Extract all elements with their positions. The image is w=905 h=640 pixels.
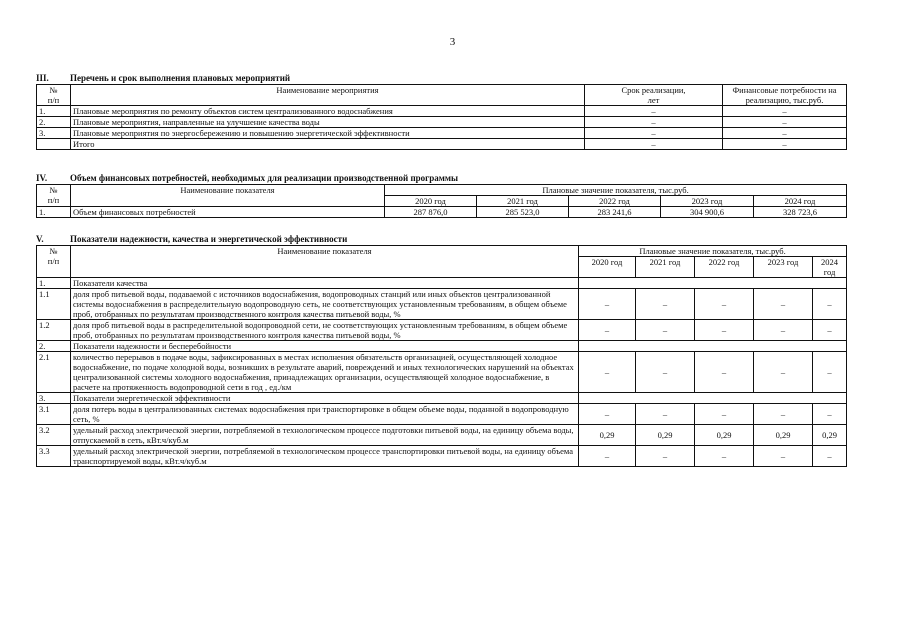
row-value: –	[813, 289, 847, 320]
row-name: Плановые мероприятия по энергосбережению и повышению энергетической эффективности	[71, 128, 585, 139]
section-title	[36, 73, 846, 84]
section-activities	[36, 73, 846, 150]
row-value: –	[813, 446, 847, 467]
header-num: № п/п	[37, 246, 71, 278]
row-name: Итого	[71, 139, 585, 150]
row-value: –	[813, 352, 847, 393]
table-row	[37, 106, 847, 117]
header-plan: Плановые значение показателя, тыс.руб.	[385, 185, 847, 196]
row-value: –	[754, 404, 813, 425]
table-row	[37, 117, 847, 128]
row-value: 283 241,6	[569, 207, 661, 218]
row-value: –	[754, 446, 813, 467]
section-title-text: Перечень и срок выполнения плановых мероприятий	[70, 73, 291, 83]
row-name: доля проб питьевой воды в распределительной водопроводной сети, не соответствующих установленным требованиям, в общем объеме проб, отобранных по результатам производственного контроля качества питьевой воды, %	[71, 320, 579, 341]
row-num: 2.1	[37, 352, 71, 393]
row-value: –	[579, 289, 636, 320]
year-header: 2022 год	[695, 257, 754, 278]
section-title	[36, 173, 846, 184]
row-value: 0,29	[579, 425, 636, 446]
group-empty	[579, 393, 847, 404]
table-header-row	[37, 85, 847, 106]
row-value: 0,29	[695, 425, 754, 446]
row-value: –	[579, 352, 636, 393]
section-indicators	[36, 234, 846, 467]
row-num: 3.	[37, 393, 71, 404]
row-value: –	[695, 289, 754, 320]
row-term: –	[585, 139, 723, 150]
header-name: Наименование показателя	[71, 185, 385, 207]
table-row	[37, 128, 847, 139]
row-value: –	[579, 404, 636, 425]
row-value: –	[636, 289, 695, 320]
row-name: Объем финансовых потребностей	[71, 207, 385, 218]
group-name: Показатели энергетической эффективности	[71, 393, 579, 404]
table-row	[37, 289, 847, 320]
year-header: 2020 год	[385, 196, 477, 207]
table-header-row	[37, 246, 847, 257]
group-empty	[579, 278, 847, 289]
row-name: Плановые мероприятия, направленные на улучшение качества воды	[71, 117, 585, 128]
row-num: 3.3	[37, 446, 71, 467]
table-row	[37, 446, 847, 467]
row-name: количество перерывов в подаче воды, зафиксированных в местах исполнения обязательств организацией, осуществляющей холодное водоснабжение, по подаче холодной воды, возникших в результате аварий, повреждений и иных технологических нарушений на объектах централизованной системы холодного водоснабжения, принадлежащих организации, осуществляющей холодное водоснабжение, в расчете на протяженность водопроводной сети в год , ед./км	[71, 352, 579, 393]
header-num: № п/п	[37, 85, 71, 106]
table-row	[37, 207, 847, 218]
year-header: 2021 год	[477, 196, 569, 207]
row-value: 287 876,0	[385, 207, 477, 218]
row-name: удельный расход электрической энергии, потребляемой в технологическом процессе подготовки питьевой воды, на единицу объема воды, отпускаемой в сеть, кВт.ч/куб.м	[71, 425, 579, 446]
row-name: доля проб питьевой воды, подаваемой с источников водоснабжения, водопроводных станций или иных объектов централизованной системы водоснабжения в распределительную водопроводную сеть, не соответствующих установленным требованиям, в общем объеме проб, отобранных по результатам производственного контроля качества питьевой воды, %	[71, 289, 579, 320]
row-value: 0,29	[813, 425, 847, 446]
row-value: –	[695, 404, 754, 425]
row-name: удельный расход электрической энергии, потребляемой в технологическом процессе транспортировки питьевой воды, на единицу объема транспортируемой воды, кВт.ч/куб.м	[71, 446, 579, 467]
row-num: 3.1	[37, 404, 71, 425]
header-finance: Финансовые потребности на реализацию, тыс.руб.	[723, 85, 847, 106]
group-name: Показатели надежности и бесперебойности	[71, 341, 579, 352]
section-title	[36, 234, 846, 245]
row-value: –	[754, 320, 813, 341]
year-header: 2024 год	[754, 196, 847, 207]
row-value: –	[695, 320, 754, 341]
section-title-text: Объем финансовых потребностей, необходимых для реализации производственной программы	[70, 173, 459, 183]
header-name: Наименование показателя	[71, 246, 579, 278]
row-name: Плановые мероприятия по ремонту объектов систем централизованного водоснабжения	[71, 106, 585, 117]
page-number: 3	[449, 36, 456, 48]
year-header: 2024 год	[813, 257, 847, 278]
group-name: Показатели качества	[71, 278, 579, 289]
row-value: 285 523,0	[477, 207, 569, 218]
indicators-table	[36, 245, 847, 467]
row-num: 3.	[37, 128, 71, 139]
group-empty	[579, 341, 847, 352]
year-header: 2023 год	[661, 196, 754, 207]
section-number: III.	[36, 73, 49, 83]
financial-needs-table	[36, 184, 847, 218]
row-value: –	[636, 404, 695, 425]
table-header-row	[37, 185, 847, 196]
row-value: 0,29	[636, 425, 695, 446]
section-number: IV.	[36, 173, 48, 183]
row-value: 0,29	[754, 425, 813, 446]
section-financial-needs	[36, 173, 846, 218]
year-header: 2020 год	[579, 257, 636, 278]
group-row	[37, 393, 847, 404]
row-value: –	[636, 352, 695, 393]
table-row	[37, 320, 847, 341]
header-term: Срок реализации, лет	[585, 85, 723, 106]
row-num: 1.	[37, 278, 71, 289]
row-num: 2.	[37, 341, 71, 352]
row-value: 328 723,6	[754, 207, 847, 218]
table-row	[37, 139, 847, 150]
year-header: 2021 год	[636, 257, 695, 278]
year-header: 2022 год	[569, 196, 661, 207]
row-value: 304 900,6	[661, 207, 754, 218]
header-name: Наименование мероприятия	[71, 85, 585, 106]
table-row	[37, 352, 847, 393]
row-num: 1.	[37, 207, 71, 218]
table-row	[37, 404, 847, 425]
row-value: –	[636, 446, 695, 467]
row-finance: –	[723, 128, 847, 139]
row-value: –	[813, 320, 847, 341]
row-value: –	[813, 404, 847, 425]
group-row	[37, 341, 847, 352]
row-value: –	[579, 320, 636, 341]
row-finance: –	[723, 117, 847, 128]
row-value: –	[754, 352, 813, 393]
row-num: 1.2	[37, 320, 71, 341]
row-num: 2.	[37, 117, 71, 128]
row-value: –	[695, 446, 754, 467]
section-number: V.	[36, 234, 44, 244]
row-name: доля потерь воды в централизованных системах водоснабжения при транспортировке в общем объеме воды, поданной в водопроводную сеть, %	[71, 404, 579, 425]
header-num: № п/п	[37, 185, 71, 207]
section-title-text: Показатели надежности, качества и энергетической эффективности	[70, 234, 348, 244]
row-num: 1.1	[37, 289, 71, 320]
row-num: 1.	[37, 106, 71, 117]
row-value: –	[754, 289, 813, 320]
row-value: –	[636, 320, 695, 341]
row-term: –	[585, 106, 723, 117]
activities-table	[36, 84, 847, 150]
row-value: –	[579, 446, 636, 467]
row-finance: –	[723, 139, 847, 150]
row-num: 3.2	[37, 425, 71, 446]
year-header: 2023 год	[754, 257, 813, 278]
group-row	[37, 278, 847, 289]
row-value: –	[695, 352, 754, 393]
row-term: –	[585, 117, 723, 128]
row-finance: –	[723, 106, 847, 117]
row-term: –	[585, 128, 723, 139]
table-row	[37, 425, 847, 446]
row-num	[37, 139, 71, 150]
header-plan: Плановые значение показателя, тыс.руб.	[579, 246, 847, 257]
